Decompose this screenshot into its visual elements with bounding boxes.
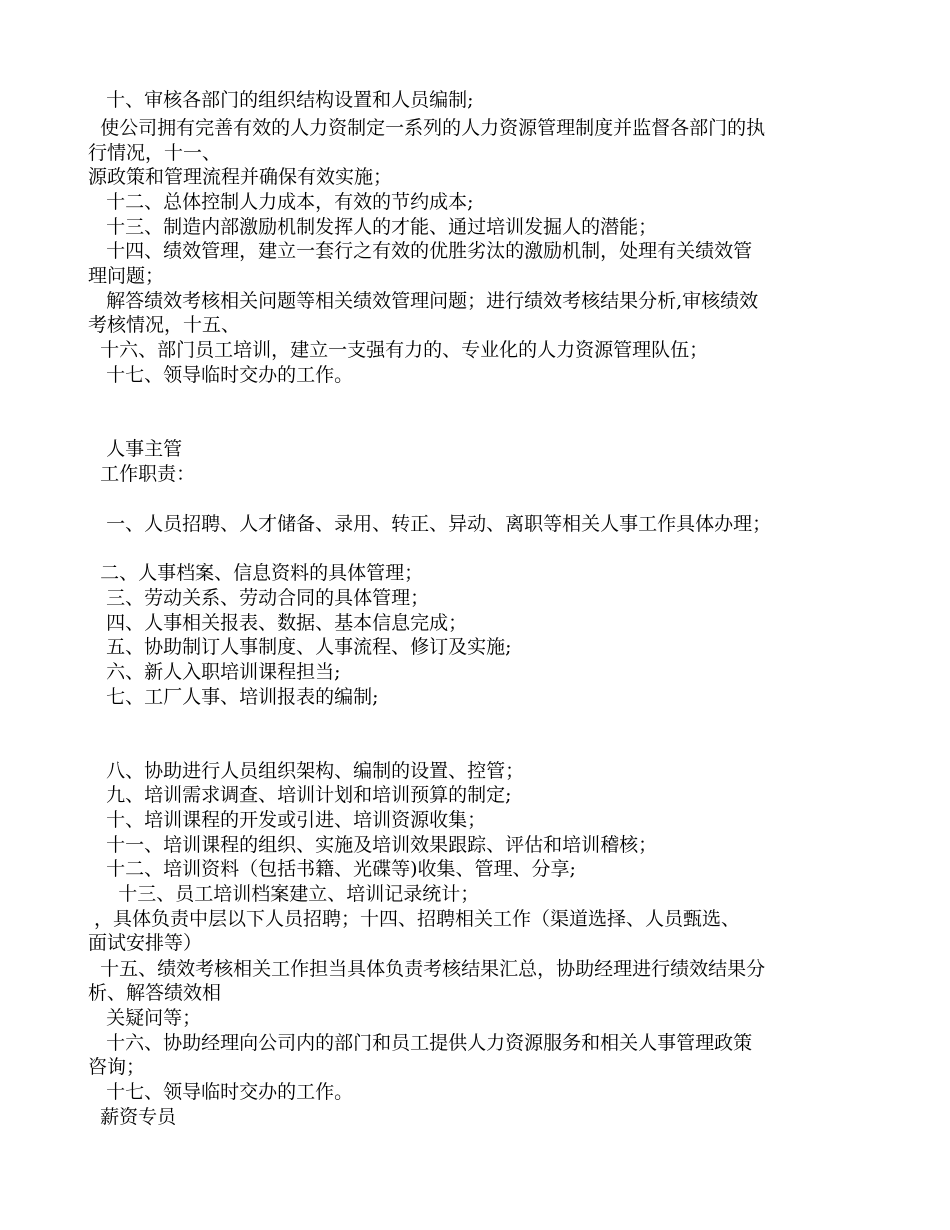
text-line: 十七、领导临时交办的工作。 <box>88 1081 354 1103</box>
text-line: 源政策和管理流程并确保有效实施； <box>88 166 393 188</box>
section-title: 薪资专员 <box>88 1106 177 1128</box>
text-line: 十二、培训资料（包括书籍、光碟等)收集、管理、分享; <box>88 858 576 880</box>
text-line: 四、人事相关报表、数据、基本信息完成； <box>88 612 468 634</box>
text-line: 理问题； <box>88 265 165 287</box>
text-line: 十七、领导临时交办的工作。 <box>88 364 354 386</box>
text-line: 使公司拥有完善有效的人力资制定一系列的人力资源管理制度并监督各部门的执 <box>88 117 766 139</box>
text-line: 解答绩效考核相关问题等相关绩效管理问题；进行绩效考核结果分析,审核绩效 <box>88 290 759 312</box>
text-line: 关疑问等； <box>88 1007 202 1029</box>
text-line: 十三、员工培训档案建立、培训记录统计； <box>88 883 480 905</box>
text-line: 面试安排等） <box>88 932 203 954</box>
text-line: 十三、制造内部激励机制发挥人的才能、通过培训发掘人的潜能； <box>88 216 658 238</box>
text-line: 十六、部门员工培训，建立一支强有力的、专业化的人力资源管理队伍； <box>88 339 709 361</box>
text-line: 一、人员招聘、人才储备、录用、转正、异动、离职等相关人事工作具体办理； <box>88 513 772 535</box>
section-title: 人事主管 <box>88 438 183 460</box>
text-line: 三、劳动关系、劳动合同的具体管理； <box>88 587 430 609</box>
text-line: 九、培训需求调查、培训计划和培训预算的制定; <box>88 784 512 806</box>
text-line: 行情况，十一、 <box>88 142 222 164</box>
text-line: ，具体负责中层以下人员招聘；十四、招聘相关工作（渠道选择、人员甄选、 <box>88 908 741 930</box>
text-line: 十一、培训课程的组织、实施及培训效果跟踪、评估和培训稽核； <box>88 834 658 856</box>
section-subtitle: 工作职责： <box>88 463 196 485</box>
text-line: 十四、绩效管理，建立一套行之有效的优胜劣汰的激励机制，处理有关绩效管 <box>88 240 753 262</box>
text-line: 考核情况，十五、 <box>88 314 241 336</box>
text-line: 十五、绩效考核相关工作担当具体负责考核结果汇总，协助经理进行绩效结果分 <box>88 958 766 980</box>
text-line: 十、审核各部门的组织结构设置和人员编制; <box>88 89 474 111</box>
text-line: 咨询； <box>88 1056 146 1078</box>
text-line: 十六、协助经理向公司内的部门和员工提供人力资源服务和相关人事管理政策 <box>88 1032 753 1054</box>
text-line: 十二、总体控制人力成本，有效的节约成本; <box>88 191 474 213</box>
text-line: 二、人事档案、信息资料的具体管理； <box>88 562 424 584</box>
text-line: 八、协助进行人员组织架构、编制的设置、控管； <box>88 760 525 782</box>
text-line: 析、解答绩效相 <box>88 982 222 1004</box>
text-line: 五、协助制订人事制度、人事流程、修订及实施; <box>88 636 512 658</box>
text-line: 六、新人入职培训课程担当; <box>88 661 341 683</box>
text-line: 十、培训课程的开发或引进、培训资源收集； <box>88 809 487 831</box>
text-line: 七、工厂人事、培训报表的编制; <box>88 686 379 708</box>
